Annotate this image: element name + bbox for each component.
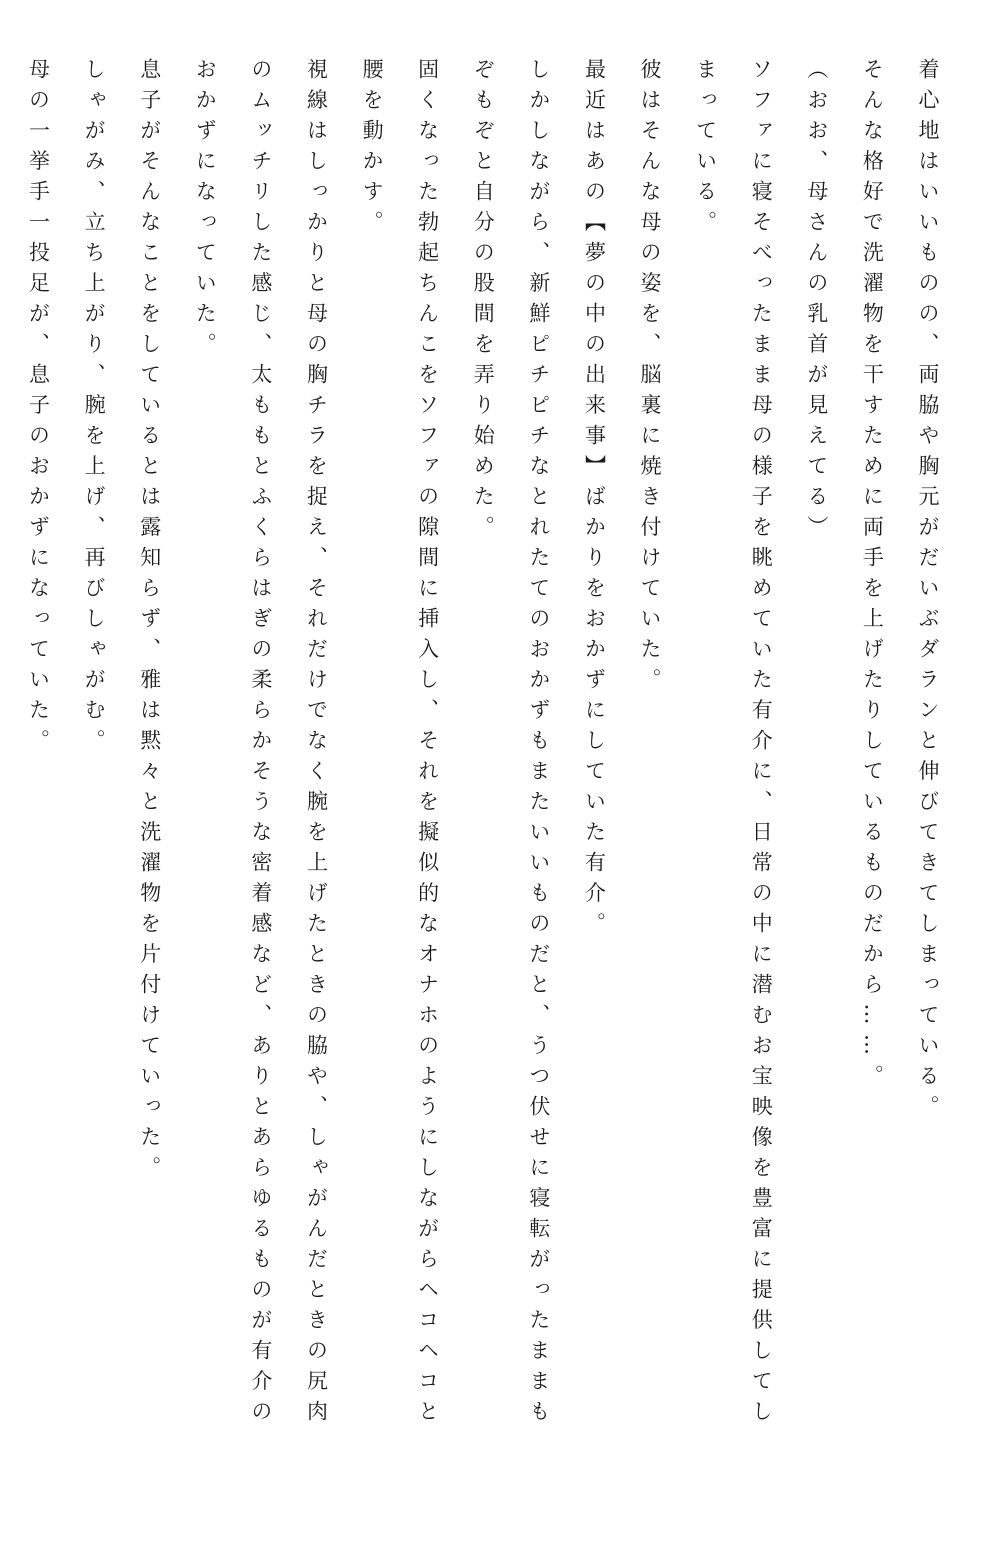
paragraph: （おお、母さんの乳首が見えてる） bbox=[804, 58, 829, 546]
paragraph: 最近はあの【夢の中の出来事】ばかりをおかずにしていた有介。 bbox=[582, 58, 607, 943]
paragraph: しかしながら、新鮮ピチピチなとれたてのおかずもまたいいものだと、うつ伏せに寝転がったままもぞもぞと自分の股間を弄り始めた。 bbox=[471, 58, 551, 1431]
paragraph: 息子がそんなことをしているとは露知らず、雅は黙々と洗濯物を片付けていった。 bbox=[137, 58, 162, 1187]
vertical-text-body bbox=[10, 58, 955, 1458]
paragraph: そんな格好で洗濯物を干すために両手を上げたりしているものだから……。 bbox=[860, 58, 885, 1095]
paragraph: 固くなった勃起ちんこをソファの隙間に挿入し、それを擬似的なオナホのようにしながらヘコヘコと腰を動かす。 bbox=[360, 58, 440, 1431]
paragraph: 彼はそんな母の姿を、脳裏に焼き付けていた。 bbox=[638, 58, 663, 699]
paragraph: 着心地はいいものの、両脇や胸元がだいぶダランと伸びてきてしまっている。 bbox=[916, 58, 940, 1126]
paragraph: しゃがみ、立ち上がり、腕を上げ、再びしゃがむ。 bbox=[82, 58, 107, 760]
paragraph: 母の一挙手一投足が、息子のおかずになっていた。 bbox=[26, 58, 51, 760]
paragraph: ソファに寝そべったまま母の様子を眺めていた有介に、日常の中に潜むお宝映像を豊富に提供してしまっている。 bbox=[693, 58, 774, 1431]
paragraph: 視線はしっかりと母の胸チラを捉え、それだけでなく腕を上げたときの脇や、しゃがんだときの尻肉のムッチリした感じ、太ももとふくらはぎの柔らかそうな密着感など、ありとあらゆるものが有介のおかずになっていた。 bbox=[193, 58, 329, 1431]
